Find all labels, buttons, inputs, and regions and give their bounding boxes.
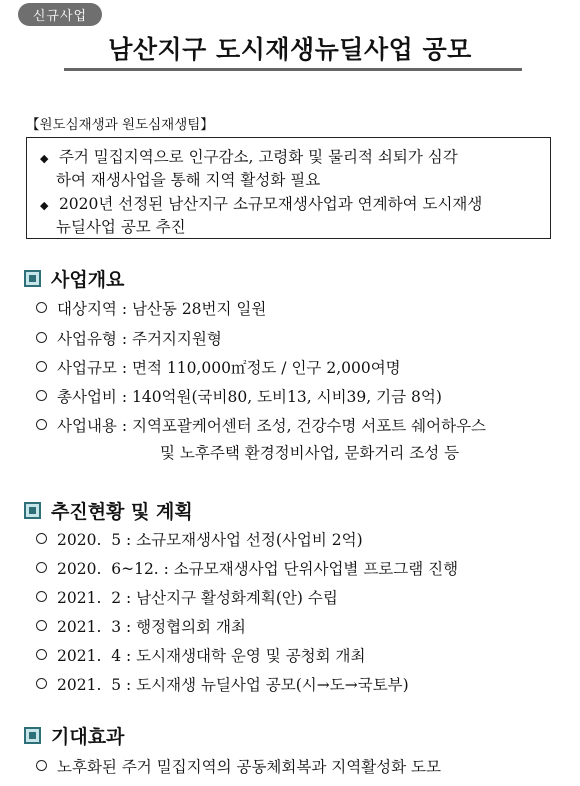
diamond-bullet-icon: ◆ (40, 152, 49, 165)
list-item (36, 615, 246, 637)
list-item (36, 356, 401, 378)
circle-bullet-icon (36, 562, 47, 573)
item-text: 사업규모 : 면적 110,000㎡정도 / 인구 2,000여명 (57, 359, 401, 377)
summary-text: 주거 밀집지역으로 인구감소, 고령화 및 물리적 쇠퇴가 심각 (58, 148, 458, 166)
item-text: 노후화된 주거 밀집지역의 공동체회복과 지역활성화 도모 (57, 758, 441, 776)
list-item (36, 586, 338, 608)
section-overview (24, 265, 124, 292)
circle-bullet-icon (36, 649, 47, 660)
section-square-icon (24, 727, 41, 744)
list-item (36, 297, 266, 319)
list-item (36, 644, 366, 666)
item-text: 사업유형 : 주거지지원형 (57, 330, 222, 348)
circle-bullet-icon (36, 620, 47, 631)
list-item (36, 557, 458, 579)
item-text: 총사업비 : 140억원(국비80, 도비13, 시비39, 기금 8억) (57, 388, 442, 406)
circle-bullet-icon (36, 390, 47, 401)
circle-bullet-icon (36, 678, 47, 689)
item-text: 2021. 3 : 행정협의회 개최 (57, 618, 246, 636)
circle-bullet-icon (36, 760, 47, 771)
section-effect (24, 722, 124, 749)
department-label: 【원도심재생과 원도심재생팀】 (26, 117, 214, 133)
title-underline (64, 68, 522, 71)
item-text-continued: 및 노후주택 환경정비사업, 문화거리 조성 등 (160, 444, 460, 462)
summary-text: 2020년 선정된 남산지구 소규모재생사업과 연계하여 도시재생 (58, 195, 483, 213)
category-tag: 신규사업 (18, 3, 102, 26)
section-heading: 사업개요 (51, 269, 125, 291)
circle-bullet-icon (36, 332, 47, 343)
item-text: 2021. 2 : 남산지구 활성화계획(안) 수립 (57, 589, 338, 607)
item-text: 2020. 6~12. : 소규모재생사업 단위사업별 프로그램 진행 (57, 560, 459, 578)
section-progress (24, 497, 193, 524)
summary-bullet-1 (40, 145, 458, 167)
item-text: 사업내용 : 지역포괄케어센터 조성, 건강수명 서포트 쉐어하우스 (57, 417, 487, 435)
list-item (36, 755, 441, 777)
summary-bullet-2 (40, 192, 482, 214)
circle-bullet-icon (36, 302, 47, 313)
item-text: 2021. 5 : 도시재생 뉴딜사업 공모(시→도→국토부) (57, 676, 409, 694)
circle-bullet-icon (36, 419, 47, 430)
list-item (36, 414, 486, 436)
summary-text-continued: 뉴딜사업 공모 추진 (56, 218, 186, 236)
circle-bullet-icon (36, 591, 47, 602)
section-square-icon (24, 502, 41, 519)
list-item (36, 327, 222, 349)
item-text: 대상지역 : 남산동 28번지 일원 (57, 300, 267, 318)
item-text: 2021. 4 : 도시재생대학 운영 및 공청회 개최 (57, 647, 366, 665)
summary-text-continued: 하여 재생사업을 통해 지역 활성화 필요 (56, 171, 321, 189)
page-title: 남산지구 도시재생뉴딜사업 공모 (108, 35, 472, 64)
diamond-bullet-icon: ◆ (40, 199, 49, 212)
circle-bullet-icon (36, 361, 47, 372)
item-text: 2020. 5 : 소규모재생사업 선정(사업비 2억) (57, 531, 363, 549)
section-square-icon (24, 270, 41, 287)
list-item (36, 528, 363, 550)
list-item (36, 385, 442, 407)
list-item (36, 673, 409, 695)
section-heading: 기대효과 (51, 726, 125, 748)
section-heading: 추진현황 및 계획 (51, 501, 193, 523)
circle-bullet-icon (36, 533, 47, 544)
